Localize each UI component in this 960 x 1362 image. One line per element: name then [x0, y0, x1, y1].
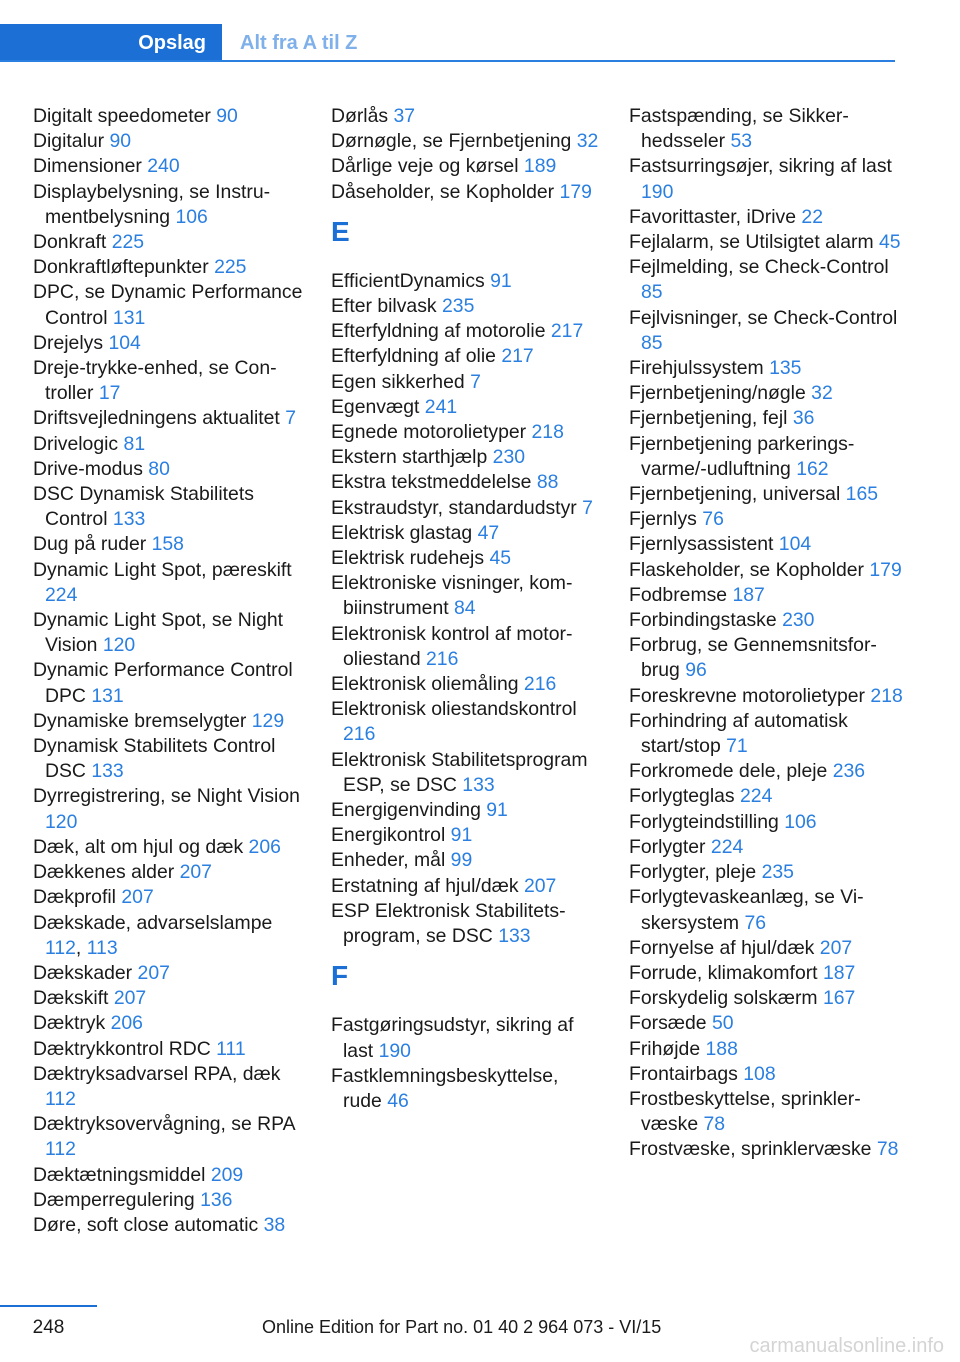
- index-entry: [331, 420, 601, 445]
- page-ref-link[interactable]: 218: [870, 684, 903, 707]
- page-ref-link[interactable]: 104: [778, 533, 812, 556]
- index-entry: [331, 848, 601, 873]
- index-term: Døre, soft close automatic: [33, 1213, 259, 1236]
- index-entry: [331, 899, 601, 949]
- page-ref-link[interactable]: 7: [285, 407, 297, 430]
- page-ref-link[interactable]: 96: [685, 659, 707, 682]
- index-entry: [629, 986, 904, 1011]
- index-entry: [629, 558, 904, 583]
- page-ref-link[interactable]: 32: [811, 382, 833, 405]
- index-entry: [331, 294, 601, 319]
- index-entry: [33, 406, 303, 431]
- tab-opslag[interactable]: Opslag: [0, 24, 222, 62]
- page-ref-link[interactable]: 17: [98, 382, 121, 405]
- page-ref-link[interactable]: 207: [113, 987, 147, 1010]
- index-term: Energigenvinding: [331, 799, 481, 822]
- index-entry: [629, 835, 904, 860]
- index-term: Elektronisk Stabilitetsprogram ESP, se DSC: [331, 748, 588, 796]
- page-ref-link[interactable]: 235: [761, 861, 794, 884]
- index-entry: [33, 1037, 303, 1062]
- tab-alt-fra-a-til-z[interactable]: Alt fra A til Z: [240, 31, 358, 54]
- index-entry: [331, 104, 601, 129]
- page-ref-link[interactable]: 91: [490, 269, 512, 292]
- index-entry: [33, 1112, 303, 1162]
- index-term: Dæktætningsmiddel: [33, 1163, 206, 1186]
- page-ref-link[interactable]: 216: [426, 647, 459, 670]
- index-term: Fjernbetjening, fejl: [629, 407, 788, 430]
- index-term: Drive-modus: [33, 457, 143, 480]
- index-term: Dynamisk Stabilitets Control DSC: [33, 735, 276, 783]
- index-term: Dæk, alt om hjul og dæk: [33, 835, 244, 858]
- page-ref-link[interactable]: 76: [744, 911, 767, 934]
- index-term: Fastspænding, se Sikkerhedsseler: [629, 105, 849, 153]
- index-entry: [629, 482, 904, 507]
- page-ref-link[interactable]: 230: [492, 446, 526, 469]
- page-ref-link[interactable]: 133: [91, 760, 124, 783]
- index-term: Forlygteindstilling: [629, 810, 779, 833]
- page-ref-link[interactable]: 131: [112, 306, 146, 329]
- page-ref-link[interactable]: 133: [462, 773, 495, 796]
- page-ref-link[interactable]: 207: [121, 886, 154, 909]
- page-ref-link[interactable]: 207: [179, 861, 212, 884]
- index-column-2: [331, 104, 601, 1114]
- index-entry: [33, 482, 303, 532]
- index-entry: [629, 633, 904, 683]
- index-term: Efter bilvask: [331, 295, 437, 318]
- page-ref-link[interactable]: 129: [251, 709, 285, 732]
- page-ref-link[interactable]: 91: [486, 799, 508, 822]
- watermark: carmanualsonline.info: [749, 1335, 944, 1357]
- index-term: Dårlige veje og kørsel: [331, 155, 519, 178]
- index-term: Fjernbetjening, universal: [629, 483, 841, 506]
- page-ref-link[interactable]: 112: [45, 1138, 76, 1161]
- index-entry: [331, 180, 601, 205]
- index-term: Dækskade, advarselslampe: [33, 911, 273, 934]
- index-term: Firehjulssystem: [629, 357, 764, 380]
- index-entry: [33, 835, 303, 860]
- page-ref-link[interactable]: 179: [869, 558, 902, 581]
- index-entry: [629, 709, 904, 759]
- section-letter: E: [331, 215, 350, 247]
- index-term: Ekstern starthjælp: [331, 446, 488, 469]
- page-ref-link[interactable]: 133: [498, 925, 531, 948]
- index-entry: [33, 1163, 303, 1188]
- page-ref-link[interactable]: 206: [110, 1012, 143, 1035]
- index-entry: [33, 1011, 303, 1036]
- index-entry: [33, 331, 303, 356]
- index-entry: [331, 319, 601, 344]
- index-term: Forlygteglas: [629, 785, 735, 808]
- page-ref-link[interactable]: 230: [782, 609, 815, 632]
- index-term: Dæmperregulering: [33, 1188, 195, 1211]
- index-entry: [629, 608, 904, 633]
- index-entry: [331, 129, 601, 154]
- index-term: Foreskrevne motorolietyper: [629, 684, 866, 707]
- index-term: Forbrug, se Gennemsnitsforbrug: [629, 634, 877, 682]
- index-entry: [33, 784, 303, 834]
- page-ref-link[interactable]: 78: [876, 1138, 899, 1161]
- index-term: Fjernbetjening/nøgle: [629, 382, 806, 405]
- index-term: Forlygtevaskeanlæg, se Viskersystem: [629, 886, 864, 934]
- index-entry: [33, 860, 303, 885]
- index-term: DPC, se Dynamic Performance Control: [33, 281, 303, 329]
- index-entry: [33, 104, 303, 129]
- page-ref-link[interactable]: 167: [822, 987, 856, 1010]
- index-entry: [629, 507, 904, 532]
- page-ref-link[interactable]: 158: [151, 533, 184, 556]
- index-term: Dimensioner: [33, 155, 142, 178]
- index-entry: [33, 356, 303, 406]
- index-entry: [629, 759, 904, 784]
- index-term: Fornyelse af hjul/dæk: [629, 936, 815, 959]
- index-entry: [33, 709, 303, 734]
- index-entry: [331, 269, 601, 294]
- page-ref-link[interactable]: 7: [470, 370, 481, 393]
- index-term: Enheder, mål: [331, 849, 446, 872]
- page-ref-link[interactable]: 106: [784, 810, 817, 833]
- page-ref-link[interactable]: 84: [454, 597, 476, 620]
- index-entry: [629, 356, 904, 381]
- index-term: Dæktryk: [33, 1012, 106, 1035]
- page-ref-link[interactable]: 7: [582, 496, 593, 519]
- index-term: Digitalur: [33, 130, 105, 153]
- index-term: Forlygter, pleje: [629, 861, 757, 884]
- index-entry: [331, 748, 601, 798]
- index-term: EfficientDynamics: [331, 269, 485, 292]
- index-term: Forhindring af automatisk start/stop: [629, 709, 848, 758]
- index-entry: [33, 558, 303, 608]
- index-entry: [33, 280, 303, 330]
- page-number: 248: [32, 1317, 65, 1338]
- index-entry: [33, 255, 303, 280]
- index-entry: [629, 381, 904, 406]
- index-term: Elektrisk rudehejs: [331, 547, 485, 570]
- index-entry: [629, 810, 904, 835]
- index-term: Fjernlysassistent: [629, 533, 774, 556]
- index-entry: [331, 798, 601, 823]
- index-term: Dækskader: [33, 961, 133, 984]
- index-entry: [331, 344, 601, 369]
- index-term: Dækkenes alder: [33, 861, 175, 884]
- index-term: Frihøjde: [629, 1037, 701, 1060]
- page-ref-link[interactable]: 90: [216, 105, 238, 127]
- index-term: Fejlmelding, se Check-Control: [629, 256, 889, 279]
- index-term: Fejlvisninger, se Check-Control: [629, 306, 898, 329]
- page-ref-link[interactable]: 187: [732, 583, 765, 606]
- index-term: Drivelogic: [33, 432, 119, 455]
- page-ref-link[interactable]: 206: [248, 835, 281, 858]
- index-term: Ekstraudstyr, standardudstyr: [331, 496, 577, 519]
- index-entry: [629, 1037, 904, 1062]
- index-term: Fjernbetjening parkeringsvarme/-udluftning: [629, 432, 855, 480]
- index-term: Erstatning af hjul/dæk: [331, 874, 519, 897]
- index-term: Forkromede dele, pleje: [629, 760, 828, 783]
- page-ref-link[interactable]: 37: [393, 105, 416, 127]
- index-entry: [629, 860, 904, 885]
- page-ref-link[interactable]: 104: [108, 331, 141, 354]
- index-entry: [33, 986, 303, 1011]
- edition-footer: Online Edition for Part no. 01 40 2 964 073 - VI/15: [262, 1317, 662, 1337]
- index-term: Dreje-trykke-enhed, se Controller: [33, 357, 277, 405]
- index-term: Dynamic Light Spot, se Night Vision: [33, 609, 284, 657]
- page-ref-link[interactable]: 217: [550, 320, 584, 343]
- index-entry: [331, 697, 601, 747]
- index-entry: [629, 255, 904, 305]
- index-entry: [629, 432, 904, 482]
- page-ref-link[interactable]: 112: [45, 1087, 76, 1110]
- index-entry: [331, 395, 601, 420]
- index-term: Favorittaster, iDrive: [629, 205, 797, 228]
- index-term: Fejlalarm, se Utilsigtet alarm: [629, 231, 874, 254]
- index-entry: [33, 457, 303, 482]
- index-entry: [629, 1087, 904, 1137]
- index-entry: [331, 823, 601, 848]
- page-ref-link[interactable]: 136: [200, 1188, 233, 1211]
- index-term: Dåseholder, se Kopholder: [331, 180, 555, 203]
- index-entry: [629, 154, 904, 204]
- page-ref-link[interactable]: 218: [531, 421, 564, 444]
- index-term: Forbindingstaske: [629, 609, 777, 632]
- index-entry: [629, 1011, 904, 1036]
- page-ref-link[interactable]: 106: [175, 205, 208, 228]
- page-ref-link[interactable]: 224: [710, 835, 744, 858]
- index-entry: [629, 306, 904, 356]
- index-entry: [331, 445, 601, 470]
- index-term: ESP Elektronisk Stabilitetsprogram, se DSC: [331, 899, 566, 948]
- page-ref-link[interactable]: 225: [214, 256, 247, 279]
- index-term: Ekstra tekstmeddelelse: [331, 471, 532, 494]
- index-term: Forskydelig solskærm: [629, 987, 818, 1010]
- index-entry: [629, 104, 904, 154]
- index-entry: [331, 546, 601, 571]
- index-term: Driftsvejledningens aktualitet: [33, 407, 280, 430]
- index-entry: [331, 370, 601, 395]
- index-term: DSC Dynamisk Stabilitets Control: [33, 483, 254, 531]
- page-ref-link[interactable]: 187: [822, 961, 856, 984]
- index-term: Forrude, klimakomfort: [629, 961, 818, 984]
- index-term: Dækprofil: [33, 886, 116, 909]
- index-term: Elektrisk glastag: [331, 521, 473, 544]
- index-term: Donkraft: [33, 231, 107, 254]
- page-ref-link[interactable]: 90: [109, 130, 132, 153]
- index-column-1: [33, 104, 303, 1238]
- section-letter: F: [331, 960, 349, 992]
- page-ref-link[interactable]: 120: [102, 634, 136, 657]
- index-term: Egenvægt: [331, 395, 420, 418]
- page-ref-link[interactable]: 216: [523, 673, 557, 696]
- index-entry: [629, 684, 904, 709]
- index-term: Dæktrykkontrol RDC: [33, 1037, 211, 1060]
- index-term: Efterfyldning af olie: [331, 345, 496, 368]
- index-entry: [331, 571, 601, 621]
- page-ref-link[interactable]: 71: [726, 735, 748, 758]
- page-ref-link[interactable]: 179: [559, 180, 592, 203]
- page-ref-link[interactable]: 165: [845, 483, 879, 506]
- page-ref-link[interactable]: 235: [442, 295, 475, 318]
- index-entry: [331, 874, 601, 899]
- index-term: Energikontrol: [331, 824, 446, 847]
- index-term: Fastklemningsbeskyttelse, rude: [331, 1064, 559, 1112]
- index-entry: [629, 936, 904, 961]
- index-term: Fastgøringsudstyr, sikring af last: [331, 1014, 574, 1062]
- page-ref-link[interactable]: 224: [740, 785, 773, 808]
- page-ref-link[interactable]: 81: [123, 432, 146, 455]
- index-term: Frontairbags: [629, 1062, 738, 1085]
- page-ref-link[interactable]: 99: [450, 849, 473, 872]
- page-ref-link[interactable]: 217: [501, 345, 534, 368]
- index-entry: [629, 230, 904, 255]
- page-ref-link[interactable]: 189: [523, 155, 557, 178]
- page-ref-link[interactable]: 190: [641, 180, 674, 203]
- index-entry: [33, 608, 303, 658]
- index-term: Forlygter: [629, 835, 706, 858]
- page-ref-link[interactable]: 45: [489, 547, 512, 570]
- index-entry: [33, 961, 303, 986]
- page-ref-link[interactable]: 207: [137, 961, 170, 984]
- index-term: Elektronisk oliestandskontrol: [331, 698, 577, 721]
- index-column-3: [629, 104, 904, 1163]
- page-ref-link[interactable]: 162: [796, 457, 829, 480]
- index-term: Egnede motorolietyper: [331, 421, 527, 444]
- page-ref-link[interactable]: 88: [536, 471, 559, 494]
- index-term: Dørnøgle, se Fjernbetjening: [331, 130, 572, 153]
- page-ref-link[interactable]: 85: [641, 281, 663, 304]
- index-term: Fastsurringsøjer, sikring af last: [629, 155, 892, 178]
- index-term: Displaybelysning, se Instrumentbelysning: [33, 180, 271, 228]
- page-ref-link[interactable]: 236: [832, 760, 866, 783]
- header-rule: [0, 60, 895, 62]
- index-term: Dynamic Performance Control DPC: [33, 659, 293, 707]
- index-term: Frostbeskyttelse, sprinklervæske: [629, 1087, 861, 1136]
- page-ref-link[interactable]: 85: [641, 331, 663, 354]
- page-ref-link[interactable]: 36: [792, 407, 815, 430]
- index-entry: [629, 532, 904, 557]
- page-ref-link[interactable]: 80: [148, 457, 170, 480]
- page-ref-link[interactable]: 112: [45, 936, 76, 959]
- index-entry: [629, 961, 904, 986]
- index-entry: [331, 622, 601, 672]
- page-ref-link[interactable]: 133: [112, 508, 146, 531]
- index-entry: [33, 230, 303, 255]
- page-ref-link[interactable]: 113: [86, 936, 118, 959]
- index-entry: [629, 885, 904, 935]
- page-ref-link[interactable]: 47: [477, 521, 500, 544]
- index-entry: [629, 583, 904, 608]
- index-term: Elektroniske visninger, kombiinstrument: [331, 572, 573, 620]
- page-ref-link[interactable]: 207: [819, 936, 853, 959]
- index-term: Efterfyldning af motorolie: [331, 320, 546, 343]
- index-entry: [331, 1064, 601, 1114]
- page-ref-link[interactable]: 50: [711, 1012, 734, 1035]
- index-entry: [33, 154, 303, 179]
- page-ref-link[interactable]: 46: [387, 1089, 409, 1112]
- page-ref-link[interactable]: 240: [147, 155, 180, 178]
- page-ref-link[interactable]: 209: [210, 1163, 244, 1186]
- page-ref-link[interactable]: 135: [769, 357, 802, 380]
- index-term: Dyrregistrering, se Night Vision: [33, 785, 300, 808]
- page-ref-link[interactable]: 188: [705, 1037, 738, 1060]
- index-entry: [331, 672, 601, 697]
- index-entry: [331, 521, 601, 546]
- index-entry: [629, 406, 904, 431]
- page-ref-link[interactable]: 224: [45, 583, 78, 606]
- page-ref-link[interactable]: 38: [263, 1213, 286, 1236]
- index-entry: [33, 432, 303, 457]
- page-ref-link[interactable]: 78: [703, 1113, 726, 1136]
- page-ref-link[interactable]: 45: [879, 231, 901, 254]
- page-ref-link[interactable]: 108: [743, 1062, 776, 1085]
- index-term: Dæktryksovervågning, se RPA: [33, 1113, 295, 1136]
- index-entry: [629, 1062, 904, 1087]
- page-ref-link[interactable]: 120: [45, 810, 78, 833]
- page-number-rule: [0, 1305, 97, 1307]
- index-term: Dørlås: [331, 105, 389, 127]
- page-ref-link[interactable]: 22: [801, 205, 823, 228]
- page-ref-link[interactable]: 225: [111, 231, 145, 254]
- index-entry: [629, 1137, 904, 1162]
- index-term: Egen sikkerhed: [331, 370, 465, 393]
- index-term: Elektronisk kontrol af motoroliestand: [331, 622, 573, 670]
- header-tabbar: [0, 24, 895, 62]
- index-term: Dynamic Light Spot, pæreskift: [33, 558, 292, 581]
- index-term: Forsæde: [629, 1012, 707, 1035]
- index-entry: Dækskade, advarselslampe 112, 113: [33, 911, 273, 959]
- page-ref-link[interactable]: 91: [450, 824, 473, 847]
- index-entry: [33, 734, 303, 784]
- index-entry: [33, 1188, 303, 1213]
- index-term: Elektronisk oliemåling: [331, 673, 519, 696]
- index-term: Fodbremse: [629, 583, 728, 606]
- index-entry: [629, 784, 904, 809]
- page-ref-link[interactable]: 241: [424, 395, 458, 418]
- index-entry: [33, 885, 303, 910]
- index-entry: [33, 1213, 303, 1238]
- page-ref-link[interactable]: 190: [378, 1039, 411, 1062]
- page-ref-link[interactable]: 32: [576, 130, 599, 153]
- index-term: Flaskeholder, se Kopholder: [629, 558, 864, 581]
- index-term: Drejelys: [33, 331, 104, 354]
- index-entry: [629, 205, 904, 230]
- index-entry: [331, 1013, 601, 1063]
- index-term: Dæktryksadvarsel RPA, dæk: [33, 1062, 281, 1085]
- page-ref-link[interactable]: 207: [523, 874, 557, 897]
- index-term: Frostvæske, sprinklervæske: [629, 1138, 872, 1161]
- index-term: Fjernlys: [629, 508, 697, 531]
- index-entry: [33, 180, 303, 230]
- index-term: Dynamiske bremselygter: [33, 709, 247, 732]
- page-ref-link[interactable]: 53: [730, 130, 753, 153]
- index-term: Digitalt speedometer: [33, 105, 211, 127]
- index-entry: [33, 1062, 303, 1112]
- index-term: Dækskift: [33, 987, 109, 1010]
- index-term: Donkraftløftepunkter: [33, 256, 209, 279]
- page-ref-link[interactable]: 216: [343, 723, 376, 746]
- page-ref-link[interactable]: 76: [702, 508, 724, 531]
- index-entry: [331, 470, 601, 495]
- index-entry: [331, 496, 601, 521]
- page-ref-link[interactable]: 111: [216, 1037, 246, 1060]
- index-term: Dug på ruder: [33, 533, 147, 556]
- index-entry: [33, 129, 303, 154]
- index-entry: [33, 658, 303, 708]
- page-ref-link[interactable]: 131: [91, 684, 124, 707]
- index-entry: [33, 532, 303, 557]
- index-entry: [331, 154, 601, 179]
